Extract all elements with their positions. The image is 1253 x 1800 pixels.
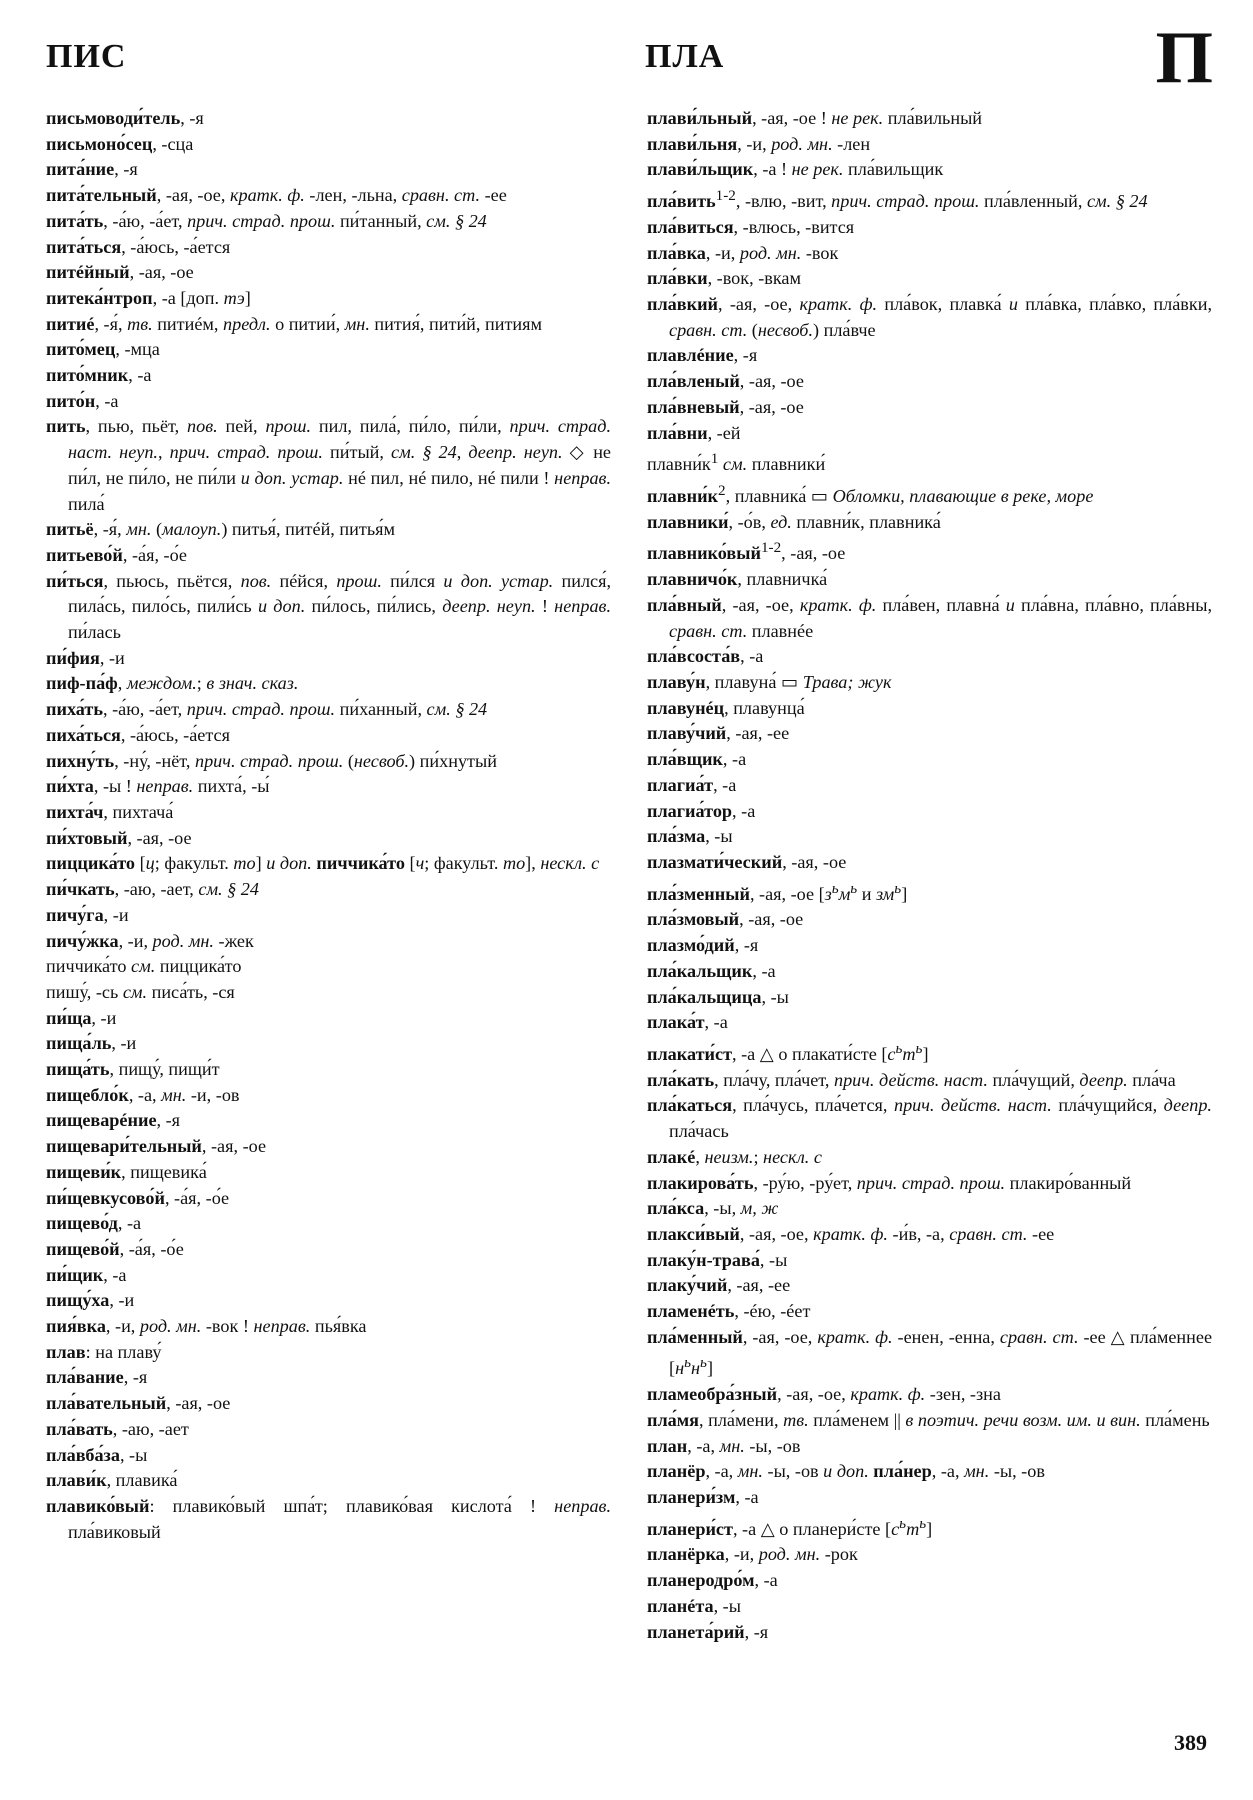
dictionary-entry: пла́мя, пла́мени, тв. пла́менем || в поэтич. речи возм. им. и вин. пла́мень bbox=[647, 1409, 1210, 1430]
dictionary-entry: пла́вки, -вок, -вкам bbox=[647, 268, 801, 289]
dictionary-entry: плави́льщик, -а ! не рек. пла́вильщик bbox=[647, 159, 944, 180]
dictionary-entry: пи́щевкусово́й, -а́я, -о́е bbox=[46, 1187, 230, 1208]
dictionary-entry: $плавни́к^1$ см. плавники́ bbox=[647, 450, 826, 475]
dictionary-entry: пито́мник, -а bbox=[46, 365, 152, 386]
dictionary-entry: питьево́й, -а́я, -о́е bbox=[46, 544, 187, 565]
dictionary-entry: пла́вка, -и, род. мн. -вок bbox=[647, 242, 839, 263]
page-number: 389 bbox=[1174, 1730, 1207, 1755]
dictionary-entry: пи́хтовый, -ая, -ое bbox=[46, 827, 192, 848]
dictionary-entry: плагиа́т, -а bbox=[647, 774, 737, 795]
dictionary-entry: пла́вленый, -ая, -ое bbox=[647, 371, 804, 392]
dictionary-entry: пичу́жка, -и, род. мн. -жек bbox=[46, 930, 254, 951]
dictionary-entry: пла́кать, пла́чу, пла́чет, прич. действ. наст. пла́чущий, деепр. пла́ча bbox=[647, 1069, 1176, 1090]
dictionary-entry: пищеви́к, пищевика́ bbox=[46, 1161, 207, 1182]
dictionary-entry: пи́фия, -и bbox=[46, 647, 125, 668]
dictionary-entry: пищу́ха, -и bbox=[46, 1290, 135, 1311]
dictionary-entry: пито́мец, -мца bbox=[46, 339, 160, 360]
dictionary-entry: пищебло́к, -а, мн. -и, -ов bbox=[46, 1084, 240, 1105]
dictionary-entry: плакé, неизм.; нескл. с bbox=[647, 1146, 822, 1167]
section-letter: П bbox=[1155, 17, 1213, 99]
dictionary-entry: плавунéц, плавунца́ bbox=[647, 697, 805, 718]
dictionary-entry: планери́зм, -а bbox=[647, 1487, 759, 1507]
dictionary-entry: питьё, -я́, мн. (малоуп.) питья́, питéй, питья́м bbox=[46, 519, 395, 540]
dictionary-entry: плагиа́тор, -а bbox=[647, 800, 756, 821]
dictionary-entry: пия́вка, -и, род. мн. -вок ! неправ. пья́вка bbox=[46, 1316, 367, 1337]
dictionary-entry: плави́льный, -ая, -ое ! не рек. пла́вильный bbox=[647, 108, 983, 128]
guide-word-right: ПЛА bbox=[645, 38, 725, 75]
dictionary-entry: плазмо́дий, -я bbox=[647, 935, 759, 956]
dictionary-entry: пла́менный, -ая, -ое, кратк. ф. -енен, -енна, сравн. ст. -ее △ пла́меннее $[н^ьн^ь]$ bbox=[647, 1326, 1213, 1379]
dictionary-entry: пи́щик, -а bbox=[46, 1264, 127, 1285]
dictionary-entry: пить, пью, пьёт, пов. пей, прош. пил, пила́, пи́ло, пи́ли, прич. страд. наст. неуп., прич. страд. прош. пи́тый, см. § 24, деепр. неуп. ◇ не пи́л, не пи́ло, не пи́ли и доп. устар. нé пил, нé пило, нé пили ! неправ. пила́ bbox=[46, 416, 612, 514]
dictionary-entry: пла́виться, -влюсь, -вится bbox=[647, 216, 855, 237]
dictionary-entry: $плавни́к^2$, плавника́ ▭ Обломки, плавающие в реке, море bbox=[647, 481, 1094, 507]
dictionary-entry: пичу́га, -и bbox=[46, 904, 129, 925]
dictionary-entry: пищево́й, -а́я, -о́е bbox=[46, 1238, 184, 1259]
dictionary-entry: питека́нтроп, -а [доп. тэ] bbox=[46, 287, 251, 308]
dictionary-entry: планеродро́м, -а bbox=[647, 1570, 778, 1591]
dictionary-entry: пла́вкий, -ая, -ое, кратк. ф. пла́вок, плавка́ и пла́вка, пла́вко, пла́вки, сравн. ст. (несвоб.) пла́вче bbox=[647, 293, 1212, 340]
dictionary-entry: пла́змовый, -ая, -ое bbox=[647, 909, 804, 930]
dictionary-entry: пиха́ть, -а́ю, -а́ет, прич. страд. прош. пи́ханный, см. § 24 bbox=[46, 699, 488, 720]
dictionary-entry: плакати́ст, -а △ о плакати́сте $[с^ьт^ь]$ bbox=[647, 1039, 929, 1064]
dictionary-entry: плаву́н, плавуна́ ▭ Трава; жук bbox=[647, 672, 892, 693]
dictionary-entry: пла́каться, пла́чусь, пла́чется, прич. действ. наст. пла́чущийся, деепр. пла́чась bbox=[647, 1095, 1212, 1142]
dictionary-entry: питиé, -я́, тв. питиéм, предл. о питии́, мн. пития́, пити́й, питиям bbox=[46, 313, 543, 334]
dictionary-entry: плави́к, плавика́ bbox=[46, 1470, 178, 1491]
dictionary-entry: пла́вневый, -ая, -ое bbox=[647, 396, 804, 417]
dictionary-entry: пихта́ч, пихтача́ bbox=[46, 801, 174, 822]
guide-word-left: ПИС bbox=[46, 38, 127, 75]
dictionary-entry: пита́ние, -я bbox=[46, 159, 138, 180]
dictionary-entry: плав: на плаву́ bbox=[46, 1341, 162, 1362]
dictionary-entry: пламенéть, -éю, -éет bbox=[647, 1301, 811, 1322]
dictionary-entry: пла́вить$^{1-2}$, -влю, -вит, прич. страд. прош. пла́вленный, см. § 24 bbox=[647, 187, 1148, 212]
dictionary-entry: плазмати́ческий, -ая, -ое bbox=[647, 851, 847, 872]
dictionary-entry: пито́н, -а bbox=[46, 390, 119, 411]
dictionary-entry: планёрка, -и, род. мн. -рок bbox=[647, 1544, 858, 1565]
dictionary-entry: план, -а, мн. -ы, -ов bbox=[647, 1435, 801, 1456]
dictionary-entry: пиццика́то [ц; факульт. то] и доп. пиччика́то [ч; факульт. то], нескл. с bbox=[46, 853, 600, 874]
dictionary-entry: пла́кса, -ы, м, ж bbox=[647, 1198, 779, 1219]
dictionary-entry: пла́всоста́в, -а bbox=[647, 646, 764, 667]
dictionary-entry: планета́рий, -я bbox=[647, 1621, 769, 1642]
dictionary-entry: плавничо́к, плавничка́ bbox=[647, 569, 828, 590]
dictionary-entry: пла́вщик, -а bbox=[647, 749, 747, 770]
dictionary-entry: планери́ст, -а △ о планери́сте $[с^ьт^ь]$ bbox=[647, 1514, 933, 1539]
dictionary-entry: пи́ться, пьюсь, пьётся, пов. пéйся, прош. пи́лся и доп. устар. пился́, пила́сь, пило́сь, пили́сь и доп. пи́лось, пи́лись, деепр. неуп. ! неправ. пи́лась bbox=[46, 570, 612, 643]
dictionary-entry: плаку́чий, -ая, -ее bbox=[647, 1275, 791, 1296]
dictionary-entry: пла́вать, -аю, -ает bbox=[46, 1418, 189, 1439]
left-column bbox=[46, 106, 611, 1545]
dictionary-entry: пла́зменный, -ая, -ое [$з^ьм^ь$ и $зм^ь$] bbox=[647, 879, 908, 904]
dictionary-entry: письмоно́сец, -сца bbox=[46, 133, 194, 154]
dictionary-entry: пла́вательный, -ая, -ое bbox=[46, 1393, 231, 1414]
dictionary-entry: пиха́ться, -а́юсь, -а́ется bbox=[46, 724, 230, 745]
dictionary-entry: пища́ль, -и bbox=[46, 1033, 137, 1054]
dictionary-entry: пищеварéние, -я bbox=[46, 1110, 181, 1131]
dictionary-entry: плакирова́ть, -ру́ю, -ру́ет, прич. страд. прош. плакиро́ванный bbox=[647, 1172, 1132, 1193]
dictionary-entry: пища́ть, пищу́, пищи́т bbox=[46, 1059, 220, 1080]
dictionary-entry: пи́хта, -ы ! неправ. пихта́, -ы́ bbox=[46, 776, 270, 797]
dictionary-entry: пита́ться, -а́юсь, -а́ется bbox=[46, 236, 231, 257]
dictionary-entry: плака́т, -а bbox=[647, 1012, 728, 1033]
dictionary-entry: пиччика́то см. пиццика́то bbox=[46, 956, 242, 977]
dictionary-entry: пиф-па́ф, междом.; в знач. сказ. bbox=[46, 673, 299, 694]
dictionary-entry: пита́ть, -а́ю, -а́ет, прич. страд. прош. пи́танный, см. § 24 bbox=[46, 210, 487, 231]
dictionary-entry: пищево́д, -а bbox=[46, 1213, 142, 1234]
right-column bbox=[647, 106, 1212, 1645]
dictionary-entry: плавники́, -о́в, ед. плавни́к, плавника́ bbox=[647, 511, 941, 532]
dictionary-entry: плавико́вый: плавико́вый шпа́т; плавико́вая кислота́ ! неправ. пла́виковый bbox=[46, 1495, 611, 1542]
dictionary-entry: пламеобра́зный, -ая, -ое, кратк. ф. -зен, -зна bbox=[647, 1384, 1001, 1405]
dictionary-entry: пишу́, -сь см. писа́ть, -ся bbox=[46, 981, 235, 1002]
dictionary-entry: плави́льня, -и, род. мн. -лен bbox=[647, 133, 871, 154]
dictionary-entry: пла́вни, -ей bbox=[647, 422, 741, 443]
dictionary-entry: пи́чкать, -аю, -ает, см. § 24 bbox=[46, 879, 259, 900]
dictionary-entry: пла́кальщик, -а bbox=[647, 960, 776, 981]
dictionary-entry: пла́вба́за, -ы bbox=[46, 1444, 148, 1465]
dictionary-entry: питéйный, -ая, -ое bbox=[46, 262, 194, 283]
dictionary-entry: пла́вный, -ая, -ое, кратк. ф. пла́вен, плавна́ и пла́вна, пла́вно, пла́вны, сравн. ст. плавнéе bbox=[647, 594, 1212, 641]
dictionary-entry: пи́ща, -и bbox=[46, 1007, 117, 1028]
dictionary-entry: плавлéние, -я bbox=[647, 345, 758, 366]
dictionary-entry: пла́зма, -ы bbox=[647, 826, 733, 847]
dictionary-entry: плаву́чий, -ая, -ее bbox=[647, 723, 790, 744]
dictionary-entry: пихну́ть, -ну́, -нёт, прич. страд. прош. (несвоб.) пи́хнутый bbox=[46, 750, 497, 771]
dictionary-entry: плавнико́вый$^{1-2}$, -ая, -ое bbox=[647, 539, 846, 564]
dictionary-entry: плаку́н-трава́, -ы bbox=[647, 1249, 788, 1270]
dictionary-entry: пищевари́тельный, -ая, -ое bbox=[46, 1136, 267, 1157]
dictionary-entry: планёр, -а, мн. -ы, -ов и доп. пла́нер, -а, мн. -ы, -ов bbox=[647, 1461, 1045, 1482]
dictionary-entry: пла́кальщица, -ы bbox=[647, 986, 789, 1007]
dictionary-entry: письмоводи́тель, -я bbox=[46, 108, 204, 128]
dictionary-entry: планéта, -ы bbox=[647, 1595, 741, 1616]
dictionary-entry: пита́тельный, -ая, -ое, кратк. ф. -лен, -льна, сравн. ст. -ее bbox=[46, 185, 507, 206]
dictionary-entry: плакси́вый, -ая, -ое, кратк. ф. -и́в, -а, сравн. ст. -ее bbox=[647, 1223, 1055, 1244]
dictionary-entry: пла́вание, -я bbox=[46, 1367, 148, 1388]
